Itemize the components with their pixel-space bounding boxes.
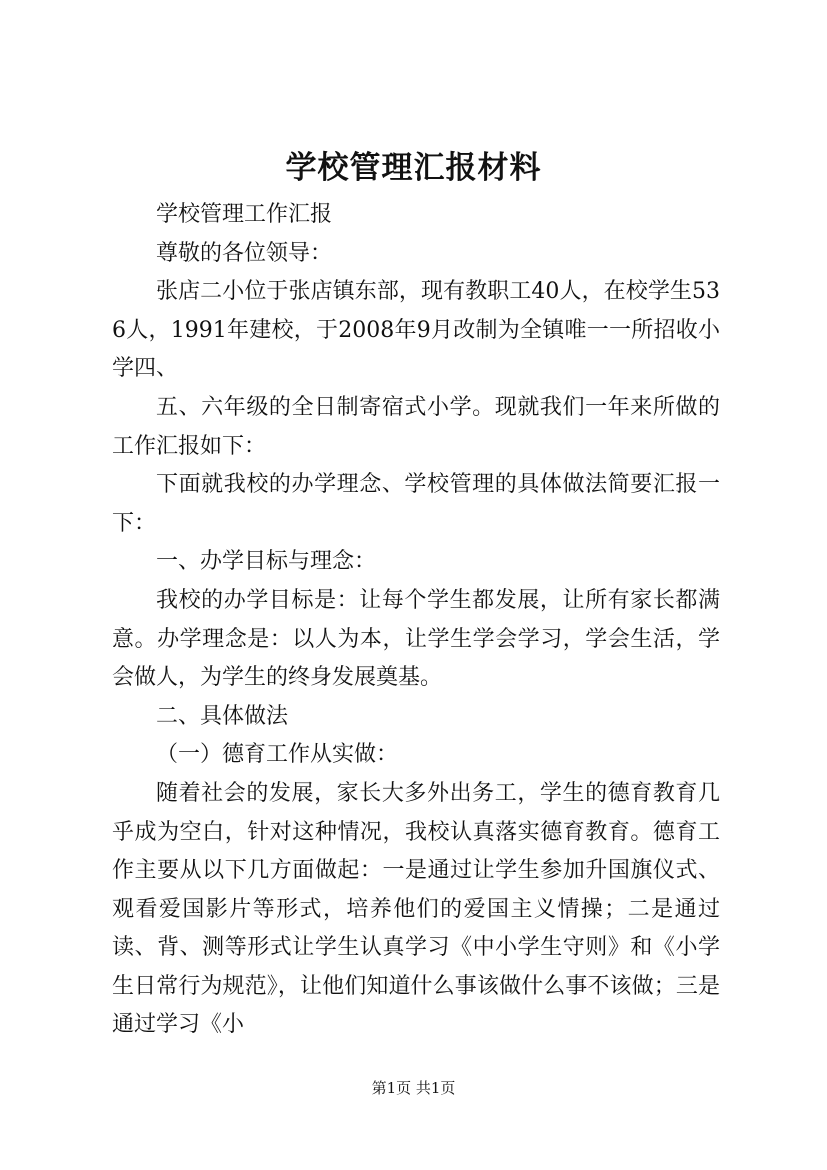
paragraph-moral-education: 随着社会的发展，家长大多外出务工，学生的德育教育几乎成为空白，针对这种情况，我校认真落实德育教育。德育工作主要从以下几方面做起：一是通过让学生参加升国旗仪式、观看爱国影片等形式，培养他们的爱国主义情操；二是通过读、背、测等形式让学生认真学习《中小学生守则》和《小学生日常行为规范》，让他们知道什么事该做什么事不该做；三是通过学习《小 <box>112 780 720 1038</box>
paragraph-goals: 我校的办学目标是：让每个学生都发展，让所有家长都满意。办学理念是：以人为本，让学生学会学习，学会生活，学会做人，为学生的终身发展奠基。 <box>112 587 720 691</box>
paragraph-report-intro: 下面就我校的办学理念、学校管理的具体做法简要汇报一下： <box>112 472 720 536</box>
paragraph-heading: 学校管理工作汇报 <box>156 202 333 227</box>
page-number-footer: 第1页 共1页 <box>371 1079 456 1097</box>
document-title: 学校管理汇报材料 <box>285 150 542 186</box>
paragraph-grade-intro: 五、六年级的全日制寄宿式小学。现就我们一年来所做的工作汇报如下： <box>112 394 720 459</box>
section-heading-practices: 二、具体做法 <box>156 703 289 729</box>
paragraph-salutation: 尊敬的各位领导： <box>156 240 333 266</box>
section-heading-goals: 一、办学目标与理念： <box>156 549 377 575</box>
subsection-heading-moral: （一）德育工作从实做： <box>156 742 399 768</box>
paragraph-school-intro: 张店二小位于张店镇东部，现有教职工40人，在校学生536人，1991年建校，于2008年9月改制为全镇唯一一所招收小学四、 <box>112 279 720 382</box>
document-body <box>112 196 720 1045</box>
